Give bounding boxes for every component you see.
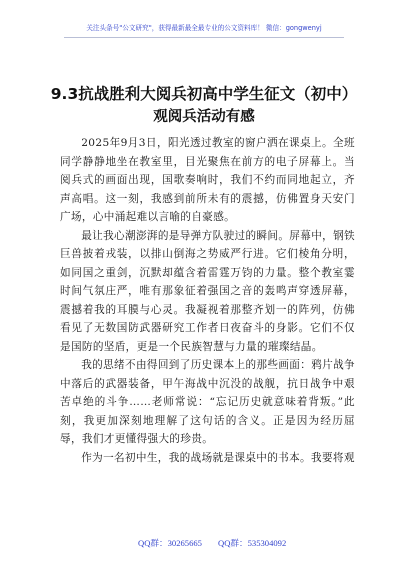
qq-group-2: QQ群：535304092 <box>218 538 287 548</box>
paragraph: 作为一名初中生，我的战场就是课桌中的书本。我要将观 <box>81 451 355 464</box>
page-footer <box>0 537 408 551</box>
article-body <box>60 134 355 467</box>
paragraph: 我的思绪不由得回到了历史课本上的那些画面：鸦片战争中落后的武器装备，甲午海战中沉没的战舰，抗日战争中艰苦卓绝的斗争……老师常说：“忘记历史就意味着背叛。”此刻，我更加深刻地理解了这句话的含义。正是因为经历屈辱，我们才更懂得强大的珍贵。 <box>60 359 355 445</box>
promo-banner: 关注头条号"公文研究"，获得最新最全最专业的公文资料库！ 微信：gongwenyj <box>86 24 322 32</box>
document-subtitle: 观阅兵活动有感 <box>153 109 255 125</box>
header-divider <box>64 37 344 38</box>
document-title: 9.3抗战胜利大阅兵初高中学生征文（初中） <box>50 85 358 103</box>
paragraph: 2025年9月3日，阳光透过教室的窗户洒在课桌上。全班同学静静地坐在教室里，目光聚焦在前方的电子屏幕上。当阅兵式的画面出现，国歌奏响时，我们不约而同地起立，齐声高唱。这一刻，我感到前所未有的震撼，仿佛置身天安门广场，心中涌起难以言喻的自豪感。 <box>60 137 355 223</box>
qq-group-1: QQ群：30265665 <box>138 538 202 548</box>
paragraph: 最让我心潮澎湃的是导弹方队驶过的瞬间。屏幕中，钢铁巨兽披着戎装，以排山倒海之势威严行进。它们棱角分明，如同国之重剑，沉默却蕴含着雷霆万钧的力量。整个教室霎时间气氛庄严，唯有那象征着强国之音的轰鸣声穿透屏幕，震撼着我的耳膜与心灵。我凝视着那整齐划一的阵列，仿佛看见了无数国防武器研究工作者日夜奋斗的身影。它们不仅是国防的坚盾，更是一个民族智慧与力量的璀璨结晶。 <box>60 229 355 353</box>
